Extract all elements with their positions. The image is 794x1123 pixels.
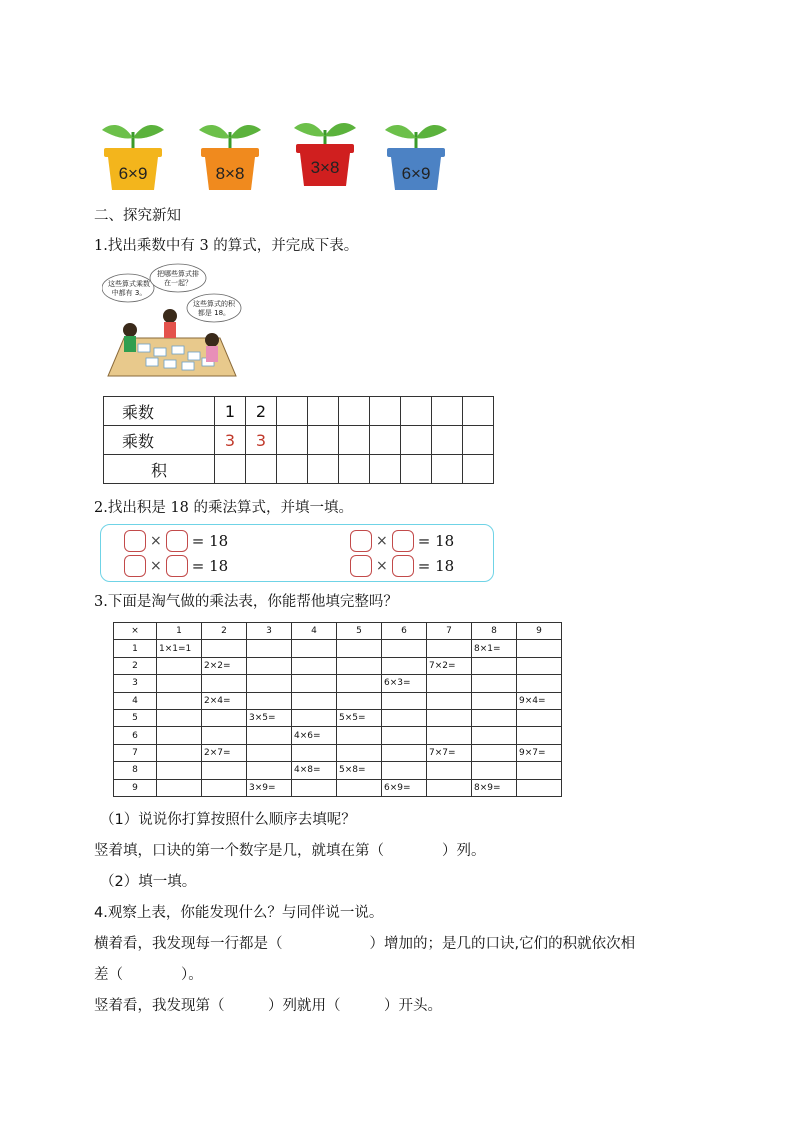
speech-bubble-1: 这些算式乘数中都有 3。 [108, 280, 150, 297]
row-header-cell: 8 [114, 762, 157, 779]
table-cell[interactable] [339, 397, 370, 426]
table-cell[interactable] [247, 640, 292, 657]
table-cell[interactable]: 9×4= [517, 692, 562, 709]
table-cell[interactable] [517, 657, 562, 674]
table-row [104, 426, 494, 455]
blank-box[interactable] [392, 555, 414, 577]
table-cell[interactable]: 4×8= [292, 762, 337, 779]
table-cell[interactable]: 7×2= [427, 657, 472, 674]
table-cell[interactable] [247, 727, 292, 744]
table-cell[interactable] [339, 426, 370, 455]
table-cell[interactable] [247, 692, 292, 709]
table-cell[interactable] [202, 709, 247, 726]
table-cell[interactable] [432, 426, 463, 455]
question-1-title: 1.找出乘数中有 3 的算式，并完成下表。 [94, 238, 359, 254]
table-cell[interactable] [472, 657, 517, 674]
equation-1 [124, 530, 228, 552]
table-cell[interactable] [292, 779, 337, 796]
flower-pot-3 [292, 110, 358, 192]
flower-pot-4 [383, 110, 449, 192]
table-cell[interactable] [382, 692, 427, 709]
multiplier-table [103, 396, 494, 484]
table-cell[interactable] [337, 727, 382, 744]
blank-box[interactable] [392, 530, 414, 552]
question-2-title: 2.找出积是 18 的乘法算式，并填一填。 [94, 500, 354, 516]
table-cell[interactable] [382, 709, 427, 726]
table-cell[interactable] [157, 762, 202, 779]
header-cell: 4 [292, 623, 337, 640]
question-3-title: 3.下面是淘气做的乘法表，你能帮他填完整吗？ [94, 594, 398, 610]
table-cell[interactable]: 2×4= [202, 692, 247, 709]
table-cell[interactable] [517, 727, 562, 744]
blank-box[interactable] [124, 555, 146, 577]
row-header-cell: 4 [114, 692, 157, 709]
table-row [104, 455, 494, 484]
header-cell: 9 [517, 623, 562, 640]
times-sign: × [150, 558, 162, 574]
children-illustration [102, 262, 242, 384]
row-header-cell: 1 [114, 640, 157, 657]
table-cell[interactable] [517, 779, 562, 796]
pot-label: 3×8 [310, 158, 340, 177]
table-cell[interactable] [202, 640, 247, 657]
table-cell[interactable] [292, 640, 337, 657]
flower-pot-2 [197, 110, 263, 192]
table-cell[interactable]: 1×1=1 [157, 640, 202, 657]
table-cell[interactable] [463, 397, 494, 426]
table-cell[interactable] [382, 744, 427, 761]
row-header-cell: 9 [114, 779, 157, 796]
table-cell[interactable] [157, 779, 202, 796]
table-cell[interactable] [339, 455, 370, 484]
question-3-sub-1-answer: 竖着填，口诀的第一个数字是几，就填在第（ ）列。 [94, 843, 486, 859]
table-cell[interactable] [277, 397, 308, 426]
table-cell[interactable] [292, 657, 337, 674]
table-cell[interactable] [277, 426, 308, 455]
blank-box[interactable] [166, 555, 188, 577]
times-sign: × [150, 533, 162, 549]
table-cell[interactable] [427, 675, 472, 692]
table-row [114, 744, 562, 761]
table-row [114, 657, 562, 674]
table-cell[interactable]: 7×7= [427, 744, 472, 761]
table-cell[interactable] [463, 455, 494, 484]
table-cell[interactable] [382, 727, 427, 744]
multiplication-table [113, 622, 562, 797]
table-row [114, 779, 562, 796]
table-cell[interactable] [432, 455, 463, 484]
header-cell: 7 [427, 623, 472, 640]
header-cell: 8 [472, 623, 517, 640]
table-row [114, 675, 562, 692]
table-cell[interactable] [472, 762, 517, 779]
question-3-sub-2: （2）填一填。 [100, 874, 197, 890]
question-4-line-2: 差（ ）。 [94, 967, 203, 983]
table-row [104, 397, 494, 426]
table-cell[interactable] [370, 426, 401, 455]
row-label: 乘数 [104, 397, 215, 426]
table-cell[interactable] [337, 692, 382, 709]
question-4-line-3: 竖着看，我发现第（ ）列就用（ ）开头。 [94, 998, 442, 1014]
table-cell: 3 [246, 426, 277, 455]
equals-18: = 18 [417, 532, 455, 550]
table-cell[interactable] [472, 675, 517, 692]
table-cell[interactable]: 9×7= [517, 744, 562, 761]
table-cell[interactable] [292, 675, 337, 692]
row-header-cell: 6 [114, 727, 157, 744]
times-sign: × [376, 558, 388, 574]
table-row [114, 762, 562, 779]
flower-pot-1 [100, 110, 166, 192]
table-cell[interactable] [202, 727, 247, 744]
table-cell[interactable]: 8×9= [472, 779, 517, 796]
table-cell[interactable] [157, 675, 202, 692]
header-cell: 2 [202, 623, 247, 640]
equation-4 [350, 555, 454, 577]
table-cell[interactable] [427, 762, 472, 779]
equation-2 [124, 555, 228, 577]
table-cell[interactable]: 6×9= [382, 779, 427, 796]
equation-3 [350, 530, 454, 552]
table-cell[interactable] [427, 727, 472, 744]
table-cell: 3 [215, 426, 246, 455]
table-cell[interactable] [157, 692, 202, 709]
table-cell[interactable] [202, 762, 247, 779]
question-4-title: 4.观察上表，你能发现什么？与同伴说一说。 [94, 905, 384, 921]
table-cell[interactable] [337, 640, 382, 657]
table-cell[interactable] [157, 657, 202, 674]
speech-bubble-2: 把哪些算式排在一起？ [157, 270, 199, 287]
section-title: 二、探究新知 [94, 208, 181, 224]
blank-box[interactable] [350, 530, 372, 552]
table-cell[interactable] [432, 397, 463, 426]
table-cell[interactable] [202, 675, 247, 692]
row-label: 积 [104, 455, 215, 484]
table-cell[interactable]: 4×6= [292, 727, 337, 744]
header-cell: × [114, 623, 157, 640]
table-row [114, 727, 562, 744]
table-cell[interactable] [157, 727, 202, 744]
table-cell[interactable] [370, 455, 401, 484]
table-cell[interactable] [157, 709, 202, 726]
table-cell[interactable] [517, 762, 562, 779]
table-header-row [114, 623, 562, 640]
table-cell[interactable] [382, 640, 427, 657]
table-cell[interactable] [427, 709, 472, 726]
table-cell[interactable] [247, 657, 292, 674]
row-label: 乘数 [104, 426, 215, 455]
table-cell[interactable] [463, 426, 494, 455]
speech-bubble-3: 这些算式的积都是 18。 [193, 300, 235, 317]
table-cell[interactable]: 3×5= [247, 709, 292, 726]
table-cell[interactable] [308, 455, 339, 484]
equals-18: = 18 [191, 532, 229, 550]
table-cell[interactable] [247, 744, 292, 761]
table-cell[interactable] [472, 744, 517, 761]
table-cell[interactable]: 8×1= [472, 640, 517, 657]
table-cell[interactable] [246, 455, 277, 484]
table-cell[interactable] [337, 675, 382, 692]
pot-label: 6×9 [118, 164, 148, 183]
header-cell: 3 [247, 623, 292, 640]
row-header-cell: 2 [114, 657, 157, 674]
table-cell: 2 [246, 397, 277, 426]
table-cell[interactable] [292, 692, 337, 709]
table-cell[interactable] [292, 744, 337, 761]
table-cell: 1 [215, 397, 246, 426]
table-cell[interactable]: 2×7= [202, 744, 247, 761]
table-cell[interactable] [401, 426, 432, 455]
table-cell[interactable] [157, 744, 202, 761]
equals-18: = 18 [417, 557, 455, 575]
table-cell[interactable] [247, 762, 292, 779]
table-cell[interactable] [308, 426, 339, 455]
table-cell[interactable] [370, 397, 401, 426]
table-cell[interactable] [382, 762, 427, 779]
table-cell[interactable] [427, 779, 472, 796]
header-cell: 6 [382, 623, 427, 640]
table-cell[interactable]: 6×3= [382, 675, 427, 692]
table-cell[interactable] [337, 744, 382, 761]
question-3-sub-1: （1）说说你打算按照什么顺序去填呢？ [100, 812, 356, 828]
pot-label: 6×9 [401, 164, 431, 183]
blank-box[interactable] [350, 555, 372, 577]
table-cell[interactable] [247, 675, 292, 692]
row-header-cell: 3 [114, 675, 157, 692]
times-sign: × [376, 533, 388, 549]
table-cell[interactable]: 3×9= [247, 779, 292, 796]
table-cell[interactable] [308, 397, 339, 426]
table-cell[interactable] [401, 455, 432, 484]
table-cell[interactable] [382, 657, 427, 674]
question-4-line-1: 横着看，我发现每一行都是（ ）增加的；是几的口诀,它们的积就依次相 [94, 936, 636, 952]
header-cell: 1 [157, 623, 202, 640]
table-row [114, 709, 562, 726]
table-cell[interactable] [427, 640, 472, 657]
table-row [114, 692, 562, 709]
equals-18: = 18 [191, 557, 229, 575]
table-cell[interactable] [427, 692, 472, 709]
header-cell: 5 [337, 623, 382, 640]
row-header-cell: 7 [114, 744, 157, 761]
table-cell[interactable] [472, 709, 517, 726]
table-cell[interactable]: 5×8= [337, 762, 382, 779]
blank-box[interactable] [166, 530, 188, 552]
table-cell[interactable] [277, 455, 308, 484]
table-cell[interactable] [202, 779, 247, 796]
table-cell[interactable] [401, 397, 432, 426]
table-cell[interactable] [517, 640, 562, 657]
table-cell[interactable] [472, 692, 517, 709]
table-cell[interactable] [472, 727, 517, 744]
table-cell[interactable] [517, 709, 562, 726]
table-row [114, 640, 562, 657]
table-cell[interactable] [337, 779, 382, 796]
table-cell[interactable] [215, 455, 246, 484]
table-cell[interactable]: 5×5= [337, 709, 382, 726]
row-header-cell: 5 [114, 709, 157, 726]
pot-label: 8×8 [215, 164, 245, 183]
table-cell[interactable]: 2×2= [202, 657, 247, 674]
table-cell[interactable] [337, 657, 382, 674]
table-cell[interactable] [517, 675, 562, 692]
blank-box[interactable] [124, 530, 146, 552]
table-cell[interactable] [292, 709, 337, 726]
